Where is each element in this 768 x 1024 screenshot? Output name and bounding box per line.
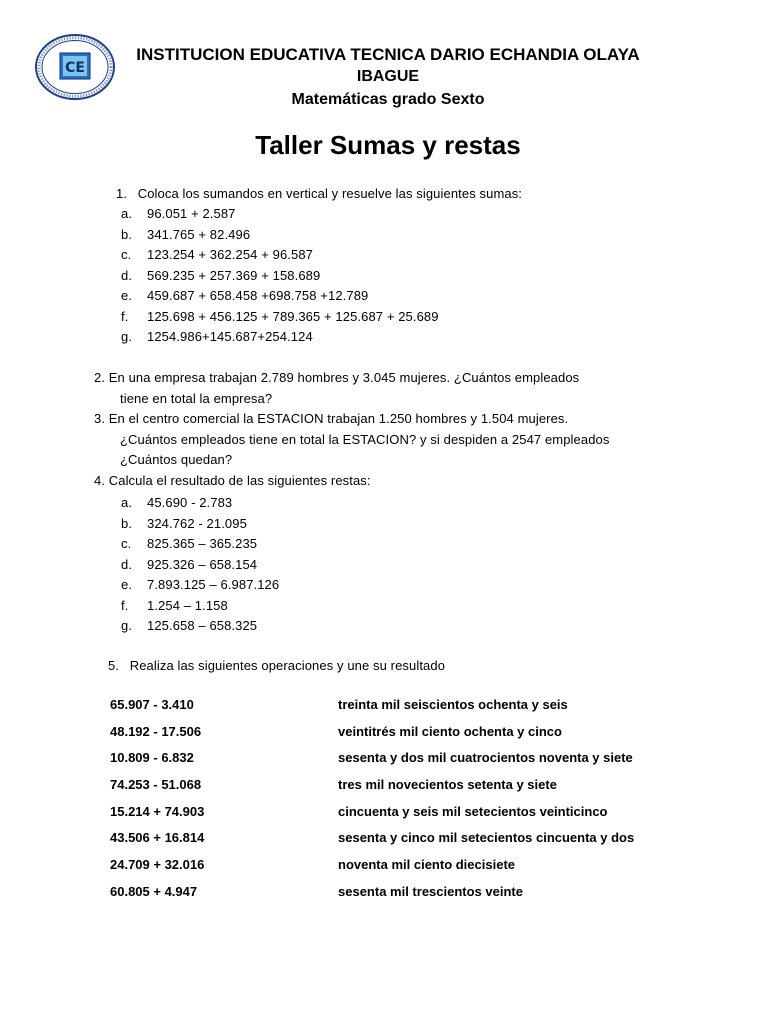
table-row: 74.253 - 51.068 tres mil novecientos setenta y siete (110, 777, 557, 793)
list-item: e. 459.687 + 658.458 +698.758 +12.789 (121, 288, 369, 303)
header (110, 44, 666, 112)
question-1-list (121, 204, 439, 348)
page-title: Taller Sumas y restas (255, 130, 521, 160)
list-item: b. 341.765 + 82.496 (121, 226, 251, 242)
table-row: 60.805 + 4.947 sesenta mil trescientos veinte (110, 883, 523, 899)
list-item: g. 1254.986+145.687+254.124 (121, 329, 313, 344)
table-row: 65.907 - 3.410 treinta mil seiscientos ochenta y seis (110, 697, 568, 712)
matching-table (110, 697, 670, 911)
question-2-line-1: 2. En una empresa trabajan 2.789 hombres y 3.045 mujeres. ¿Cuántos empleados (94, 370, 580, 385)
school-seal-logo (34, 33, 116, 101)
city-name: IBAGUE (356, 68, 420, 85)
svg-text:CE: CE (65, 60, 85, 76)
list-item: f. 125.698 + 456.125 + 789.365 + 125.687 + 25.689 (121, 308, 439, 324)
question-1-text: Coloca los sumandos en vertical y resuelve las siguientes sumas: (137, 186, 523, 201)
table-row: 48.192 - 17.506 veintitrés mil ciento ochenta y cinco (110, 723, 562, 739)
questions-2-to-4 (94, 368, 654, 491)
institution-name: INSTITUCION EDUCATIVA TECNICA DARIO ECHANDIA OLAYA (136, 45, 640, 64)
question-1-prompt (116, 184, 522, 205)
list-item: c. 123.254 + 362.254 + 96.587 (121, 247, 313, 262)
table-row: 15.214 + 74.903 cincuenta y seis mil setecientos veinticinco (110, 803, 608, 819)
question-4-list (121, 493, 279, 637)
question-1-number: 1. (116, 186, 128, 201)
list-item: d. 925.326 – 658.154 (121, 556, 258, 572)
question-3-line-3: ¿Cuántos quedan? (120, 452, 233, 467)
table-row: 10.809 - 6.832 sesenta y dos mil cuatrocientos noventa y siete (110, 750, 633, 766)
list-item: c. 825.365 – 365.235 (121, 536, 258, 551)
list-item: f. 1.254 – 1.158 (121, 597, 228, 613)
question-5-number: 5. (108, 658, 120, 673)
list-item: b. 324.762 - 21.095 (121, 515, 247, 531)
list-item: d. 569.235 + 257.369 + 158.689 (121, 267, 321, 283)
question-3-line-2: ¿Cuántos empleados tiene en total la ESTACION? y si despiden a 2547 empleados (120, 431, 610, 447)
list-item: g. 125.658 – 658.325 (121, 618, 258, 633)
question-5-text: Realiza las siguientes operaciones y une su resultado (129, 658, 446, 673)
question-2-line-2: tiene en total la empresa? (120, 390, 273, 406)
table-row: 24.709 + 32.016 noventa mil ciento diecisiete (110, 857, 515, 873)
subject-name: Matemáticas grado Sexto (291, 91, 485, 108)
question-3-line-1: 3. En el centro comercial la ESTACION trabajan 1.250 hombres y 1.504 mujeres. (94, 411, 569, 426)
question-5-prompt (108, 656, 445, 677)
table-row: 43.506 + 16.814 sesenta y cinco mil setecientos cincuenta y dos (110, 830, 635, 846)
list-item: a. 96.051 + 2.587 (121, 206, 236, 221)
question-4-prompt: 4. Calcula el resultado de las siguientes restas: (94, 472, 371, 488)
list-item: a. 45.690 - 2.783 (121, 495, 233, 510)
list-item: e. 7.893.125 – 6.987.126 (121, 577, 280, 592)
